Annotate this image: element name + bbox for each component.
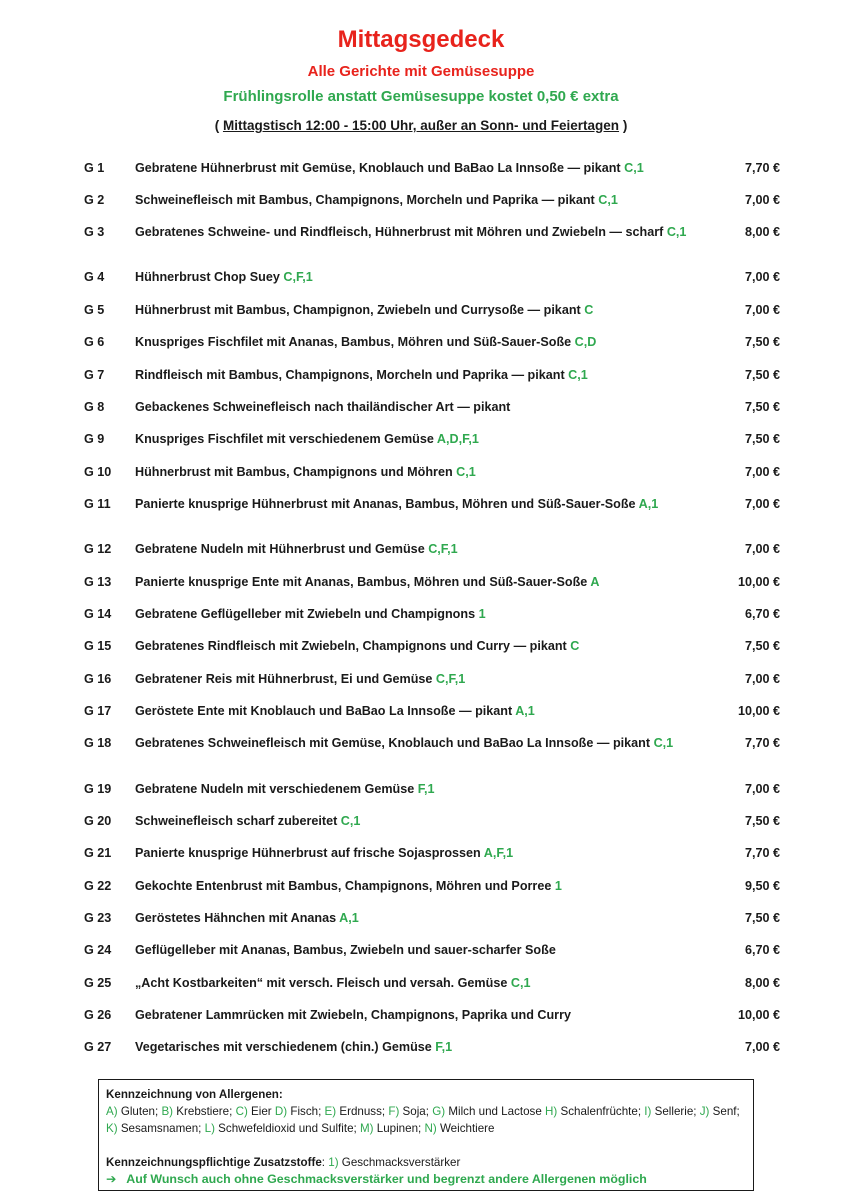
allergen-key: B) [161, 1105, 174, 1118]
menu-item-price: 7,00 € [744, 465, 780, 479]
menu-item-code: G 13 [84, 575, 112, 589]
menu-item-name-wrap [135, 812, 695, 830]
menu-item-name-wrap [135, 702, 695, 720]
menu-item-code: G 25 [84, 976, 112, 990]
menu-item-name-wrap [135, 670, 695, 688]
menu-item-name-wrap [135, 941, 695, 959]
allergen-key: L) [204, 1122, 215, 1135]
menu-item-price: 8,00 € [744, 225, 780, 239]
hours-text: Mittagstisch 12:00 - 15:00 Uhr, außer an Sonn- und Feiertagen [222, 118, 620, 133]
menu-item-price: 7,50 € [744, 432, 780, 446]
menu-item-name-wrap [135, 734, 695, 752]
menu-item-allergens: C,1 [653, 736, 674, 750]
menu-item-code: G 4 [84, 270, 105, 284]
allergen-label: Senf; [712, 1105, 740, 1118]
menu-item-price: 10,00 € [737, 575, 780, 589]
allergen-entry [385, 1105, 429, 1118]
menu-item-name-wrap [135, 191, 695, 209]
menu-item-name-wrap [135, 573, 695, 591]
menu-item-name: Knuspriges Fischfilet mit verschiedenem Gemüse [135, 432, 434, 446]
menu-item-code: G 9 [84, 432, 105, 446]
menu-item-allergens: C [584, 303, 594, 317]
allergen-entry [106, 1105, 158, 1118]
menu-item-name: Gebratener Lammrücken mit Zwiebeln, Champignons, Paprika und Curry [135, 1008, 571, 1022]
menu-item-price: 6,70 € [744, 607, 780, 621]
allergen-key: A) [106, 1105, 118, 1118]
menu-item-allergens: C,1 [456, 465, 476, 479]
menu-item-name: Hühnerbrust mit Bambus, Champignon, Zwiebeln und Currysoße — pikant [135, 303, 581, 317]
additives-heading: Kennzeichnungspflichtige Zusatzstoffe [106, 1156, 322, 1169]
menu-item-code: G 7 [84, 368, 105, 382]
menu-item-allergens: A,1 [638, 497, 659, 511]
allergen-key: G) [432, 1105, 446, 1118]
menu-item-code: G 1 [84, 161, 105, 175]
menu-item-code: G 23 [84, 911, 112, 925]
menu-item-name: Gebratene Geflügelleber mit Zwiebeln und Champignons [135, 607, 476, 621]
menu-item-allergens: F,1 [417, 782, 435, 796]
allergen-label: Gluten; [120, 1105, 159, 1118]
menu-item-name-wrap [135, 1006, 695, 1024]
menu-item-name-wrap [135, 268, 695, 286]
menu-item-allergens: F,1 [435, 1040, 453, 1054]
menu-item-allergens: C,1 [510, 976, 531, 990]
menu-item-price: 7,50 € [744, 639, 780, 653]
menu-item-name-wrap [135, 909, 695, 927]
arrow-icon: ➔ [106, 1172, 117, 1186]
menu-item-name: Hühnerbrust Chop Suey [135, 270, 280, 284]
menu-item-code: G 6 [84, 335, 105, 349]
allergen-label: Krebstiere; [176, 1105, 233, 1118]
menu-item-price: 7,00 € [744, 270, 780, 284]
menu-item-name-wrap [135, 1038, 695, 1056]
menu-item-name-wrap [135, 844, 695, 862]
menu-item-code: G 17 [84, 704, 112, 718]
menu-item-name: Schweinefleisch mit Bambus, Champignons, Morcheln und Paprika — pikant [135, 193, 595, 207]
menu-item-price: 7,00 € [744, 303, 780, 317]
menu-item-allergens: C,F,1 [283, 270, 313, 284]
menu-item-allergens: C,F,1 [428, 542, 458, 556]
menu-item-name-wrap [135, 159, 695, 177]
menu-item-price: 7,00 € [744, 497, 780, 511]
menu-item-allergens: 1 [554, 879, 562, 893]
menu-item-allergens: 1 [478, 607, 486, 621]
allergen-label: Fisch; [290, 1105, 322, 1118]
allergen-entry [542, 1105, 641, 1118]
page-title: Mittagsgedeck [337, 26, 505, 53]
menu-item-allergens: A,F,1 [483, 846, 514, 860]
menu-item-allergens: C,1 [598, 193, 618, 207]
menu-item-name-wrap [135, 495, 695, 513]
menu-item-name: Geflügelleber mit Ananas, Bambus, Zwiebeln und sauer-scharfer Soße [135, 943, 556, 957]
menu-item-price: 7,00 € [744, 1040, 780, 1054]
menu-item-code: G 22 [84, 879, 112, 893]
menu-item-price: 7,70 € [744, 736, 780, 750]
menu-item-code: G 10 [84, 465, 112, 479]
menu-item-name-wrap [135, 637, 695, 655]
menu-item-code: G 2 [84, 193, 105, 207]
allergen-entry [272, 1105, 322, 1118]
menu-item-name: Gebratenes Schweinefleisch mit Gemüse, Knoblauch und BaBao La Innsoße — pikant [135, 736, 651, 750]
additives-colon: : [321, 1156, 326, 1169]
menu-item-name: Schweinefleisch scharf zubereitet [135, 814, 338, 828]
menu-item-code: G 5 [84, 303, 105, 317]
menu-item-name: Geröstete Ente mit Knoblauch und BaBao La Innsoße — pikant [135, 704, 513, 718]
menu-item-name-wrap [135, 605, 695, 623]
menu-item-name: Panierte knusprige Hühnerbrust auf frische Sojasprossen [135, 846, 481, 860]
allergen-entry [321, 1105, 385, 1118]
allergen-label: Milch und Lactose [448, 1105, 542, 1118]
allergen-label: Schwefeldioxid und Sulfite; [218, 1122, 357, 1135]
menu-item-code: G 24 [84, 943, 112, 957]
allergen-label: Erdnuss; [339, 1105, 386, 1118]
menu-item-name: Gebratene Hühnerbrust mit Gemüse, Knoblauch und BaBao La Innsoße — pikant [135, 161, 621, 175]
menu-item-code: G 20 [84, 814, 112, 828]
menu-item-allergens: C,D [574, 335, 597, 349]
menu-item-allergens: A,D,F,1 [436, 432, 479, 446]
allergen-entry [641, 1105, 696, 1118]
menu-item-name: Vegetarisches mit verschiedenem (chin.) Gemüse [135, 1040, 432, 1054]
menu-item-price: 7,50 € [744, 400, 780, 414]
additive-label: Geschmacksverstärker [341, 1156, 461, 1169]
menu-item-name: Gebratene Nudeln mit verschiedenem Gemüse [135, 782, 415, 796]
menu-item-price: 7,00 € [744, 193, 780, 207]
menu-item-code: G 3 [84, 225, 105, 239]
hours-paren-open: ( [214, 118, 220, 133]
menu-item-name: Gebratenes Rindfleisch mit Zwiebeln, Champignons und Curry — pikant [135, 639, 567, 653]
allergen-entry [232, 1105, 271, 1118]
menu-item-code: G 18 [84, 736, 112, 750]
menu-item-name: Gebackenes Schweinefleisch nach thailändischer Art — pikant [135, 400, 511, 414]
menu-item-name: Gebratener Reis mit Hühnerbrust, Ei und Gemüse [135, 672, 433, 686]
allergen-label: Lupinen; [376, 1122, 422, 1135]
menu-item-price: 7,50 € [744, 814, 780, 828]
menu-item-allergens: C,1 [624, 161, 644, 175]
menu-item-price: 10,00 € [737, 1008, 780, 1022]
allergen-entry [697, 1105, 740, 1118]
menu-item-price: 7,00 € [744, 542, 780, 556]
menu-item-code: G 12 [84, 542, 112, 556]
menu-item-price: 7,50 € [744, 368, 780, 382]
menu-item-name: Gekochte Entenbrust mit Bambus, Champignons, Möhren und Porree [135, 879, 552, 893]
menu-item-name: Rindfleisch mit Bambus, Champignons, Morcheln und Paprika — pikant [135, 368, 565, 382]
menu-item-name: Knuspriges Fischfilet mit Ananas, Bambus, Möhren und Süß-Sauer-Soße [135, 335, 572, 349]
menu-item-code: G 27 [84, 1040, 112, 1054]
allergen-key: D) [274, 1105, 288, 1118]
allergen-label: Soja; [402, 1105, 429, 1118]
menu-item-name: Panierte knusprige Hühnerbrust mit Ananas, Bambus, Möhren und Süß-Sauer-Soße [135, 497, 636, 511]
menu-item-name: Gebratenes Schweine- und Rindfleisch, Hühnerbrust mit Möhren und Zwiebeln — scharf [135, 225, 664, 239]
menu-item-name: Hühnerbrust mit Bambus, Champignons und Möhren [135, 465, 453, 479]
menu-item-code: G 8 [84, 400, 105, 414]
menu-item-name-wrap [135, 463, 695, 481]
allergen-key: N) [424, 1122, 437, 1135]
hours-paren-close: ) [622, 118, 628, 133]
allergen-entry [201, 1122, 356, 1135]
subtitle: Alle Gerichte mit Gemüsesuppe [307, 63, 535, 80]
menu-item-price: 7,70 € [744, 846, 780, 860]
menu-item-code: G 16 [84, 672, 112, 686]
menu-item-allergens: C [570, 639, 580, 653]
menu-item-name-wrap [135, 223, 695, 241]
menu-item-allergens: C,1 [666, 225, 687, 239]
menu-item-allergens: A,1 [339, 911, 359, 925]
menu-item-price: 10,00 € [737, 704, 780, 718]
menu-item-name: Gebratene Nudeln mit Hühnerbrust und Gemüse [135, 542, 425, 556]
menu-item-price: 7,00 € [744, 782, 780, 796]
menu-item-allergens: C,1 [568, 368, 588, 382]
allergen-label: Schalenfrüchte; [560, 1105, 642, 1118]
menu-item-name-wrap [135, 366, 695, 384]
allergen-entry [158, 1105, 232, 1118]
note-text: Auf Wunsch auch ohne Geschmacksverstärker und begrenzt andere Allergenen möglich [126, 1172, 647, 1186]
menu-item-name-wrap [135, 877, 695, 895]
menu-item-name-wrap [135, 333, 695, 351]
menu-item-allergens: C,F,1 [435, 672, 466, 686]
allergen-label: Weichtiere [439, 1122, 495, 1135]
menu-item-name-wrap [135, 974, 695, 992]
menu-item-name: „Acht Kostbarkeiten“ mit versch. Fleisch und versah. Gemüse [135, 976, 508, 990]
allergen-label: Sesamsnamen; [120, 1122, 202, 1135]
msg-note [106, 1171, 746, 1188]
menu-item-price: 7,70 € [744, 161, 780, 175]
allergen-label: Eier [251, 1105, 272, 1118]
allergen-key: H) [545, 1105, 558, 1118]
menu-item-price: 7,50 € [744, 335, 780, 349]
menu-item-code: G 15 [84, 639, 112, 653]
menu-item-name-wrap [135, 301, 695, 319]
allergen-key: E) [324, 1105, 337, 1118]
menu-item-price: 8,00 € [744, 976, 780, 990]
menu-item-allergens: A,1 [515, 704, 535, 718]
menu-item-code: G 14 [84, 607, 112, 621]
menu-item-price: 6,70 € [744, 943, 780, 957]
menu-item-name-wrap [135, 398, 695, 416]
lunch-hours [0, 118, 842, 133]
additive-key: 1) [328, 1156, 339, 1169]
menu-item-price: 9,50 € [744, 879, 780, 893]
allergen-key: C) [235, 1105, 248, 1118]
menu-item-code: G 11 [84, 497, 111, 511]
allergen-key: I) [644, 1105, 652, 1118]
menu-item-name: Panierte knusprige Ente mit Ananas, Bambus, Möhren und Süß-Sauer-Soße [135, 575, 588, 589]
allergen-list [106, 1103, 746, 1137]
menu-item-name: Geröstetes Hähnchen mit Ananas [135, 911, 337, 925]
allergen-legend [98, 1079, 754, 1191]
menu-item-code: G 19 [84, 782, 112, 796]
allergen-key: M) [359, 1122, 374, 1135]
allergen-key: F) [388, 1105, 400, 1118]
menu-item-name-wrap [135, 430, 695, 448]
legend-heading: Kennzeichnung von Allergenen: [106, 1088, 283, 1101]
allergen-entry [429, 1105, 542, 1118]
allergen-entry [357, 1122, 421, 1135]
menu-item-name-wrap [135, 780, 695, 798]
allergen-key: J) [699, 1105, 710, 1118]
menu-item-allergens: A [590, 575, 600, 589]
allergen-label: Sellerie; [654, 1105, 697, 1118]
spring-roll-note: Frühlingsrolle anstatt Gemüsesuppe kostet 0,50 € extra [223, 88, 619, 105]
menu-item-allergens: C,1 [340, 814, 361, 828]
additives-line [106, 1154, 746, 1171]
menu-item-price: 7,50 € [744, 911, 780, 925]
menu-item-code: G 26 [84, 1008, 112, 1022]
menu-item-code: G 21 [84, 846, 112, 860]
allergen-entry [106, 1122, 201, 1135]
menu-item-price: 7,00 € [744, 672, 780, 686]
allergen-entry [421, 1122, 494, 1135]
allergen-key: K) [106, 1122, 118, 1135]
menu-item-name-wrap [135, 540, 695, 558]
